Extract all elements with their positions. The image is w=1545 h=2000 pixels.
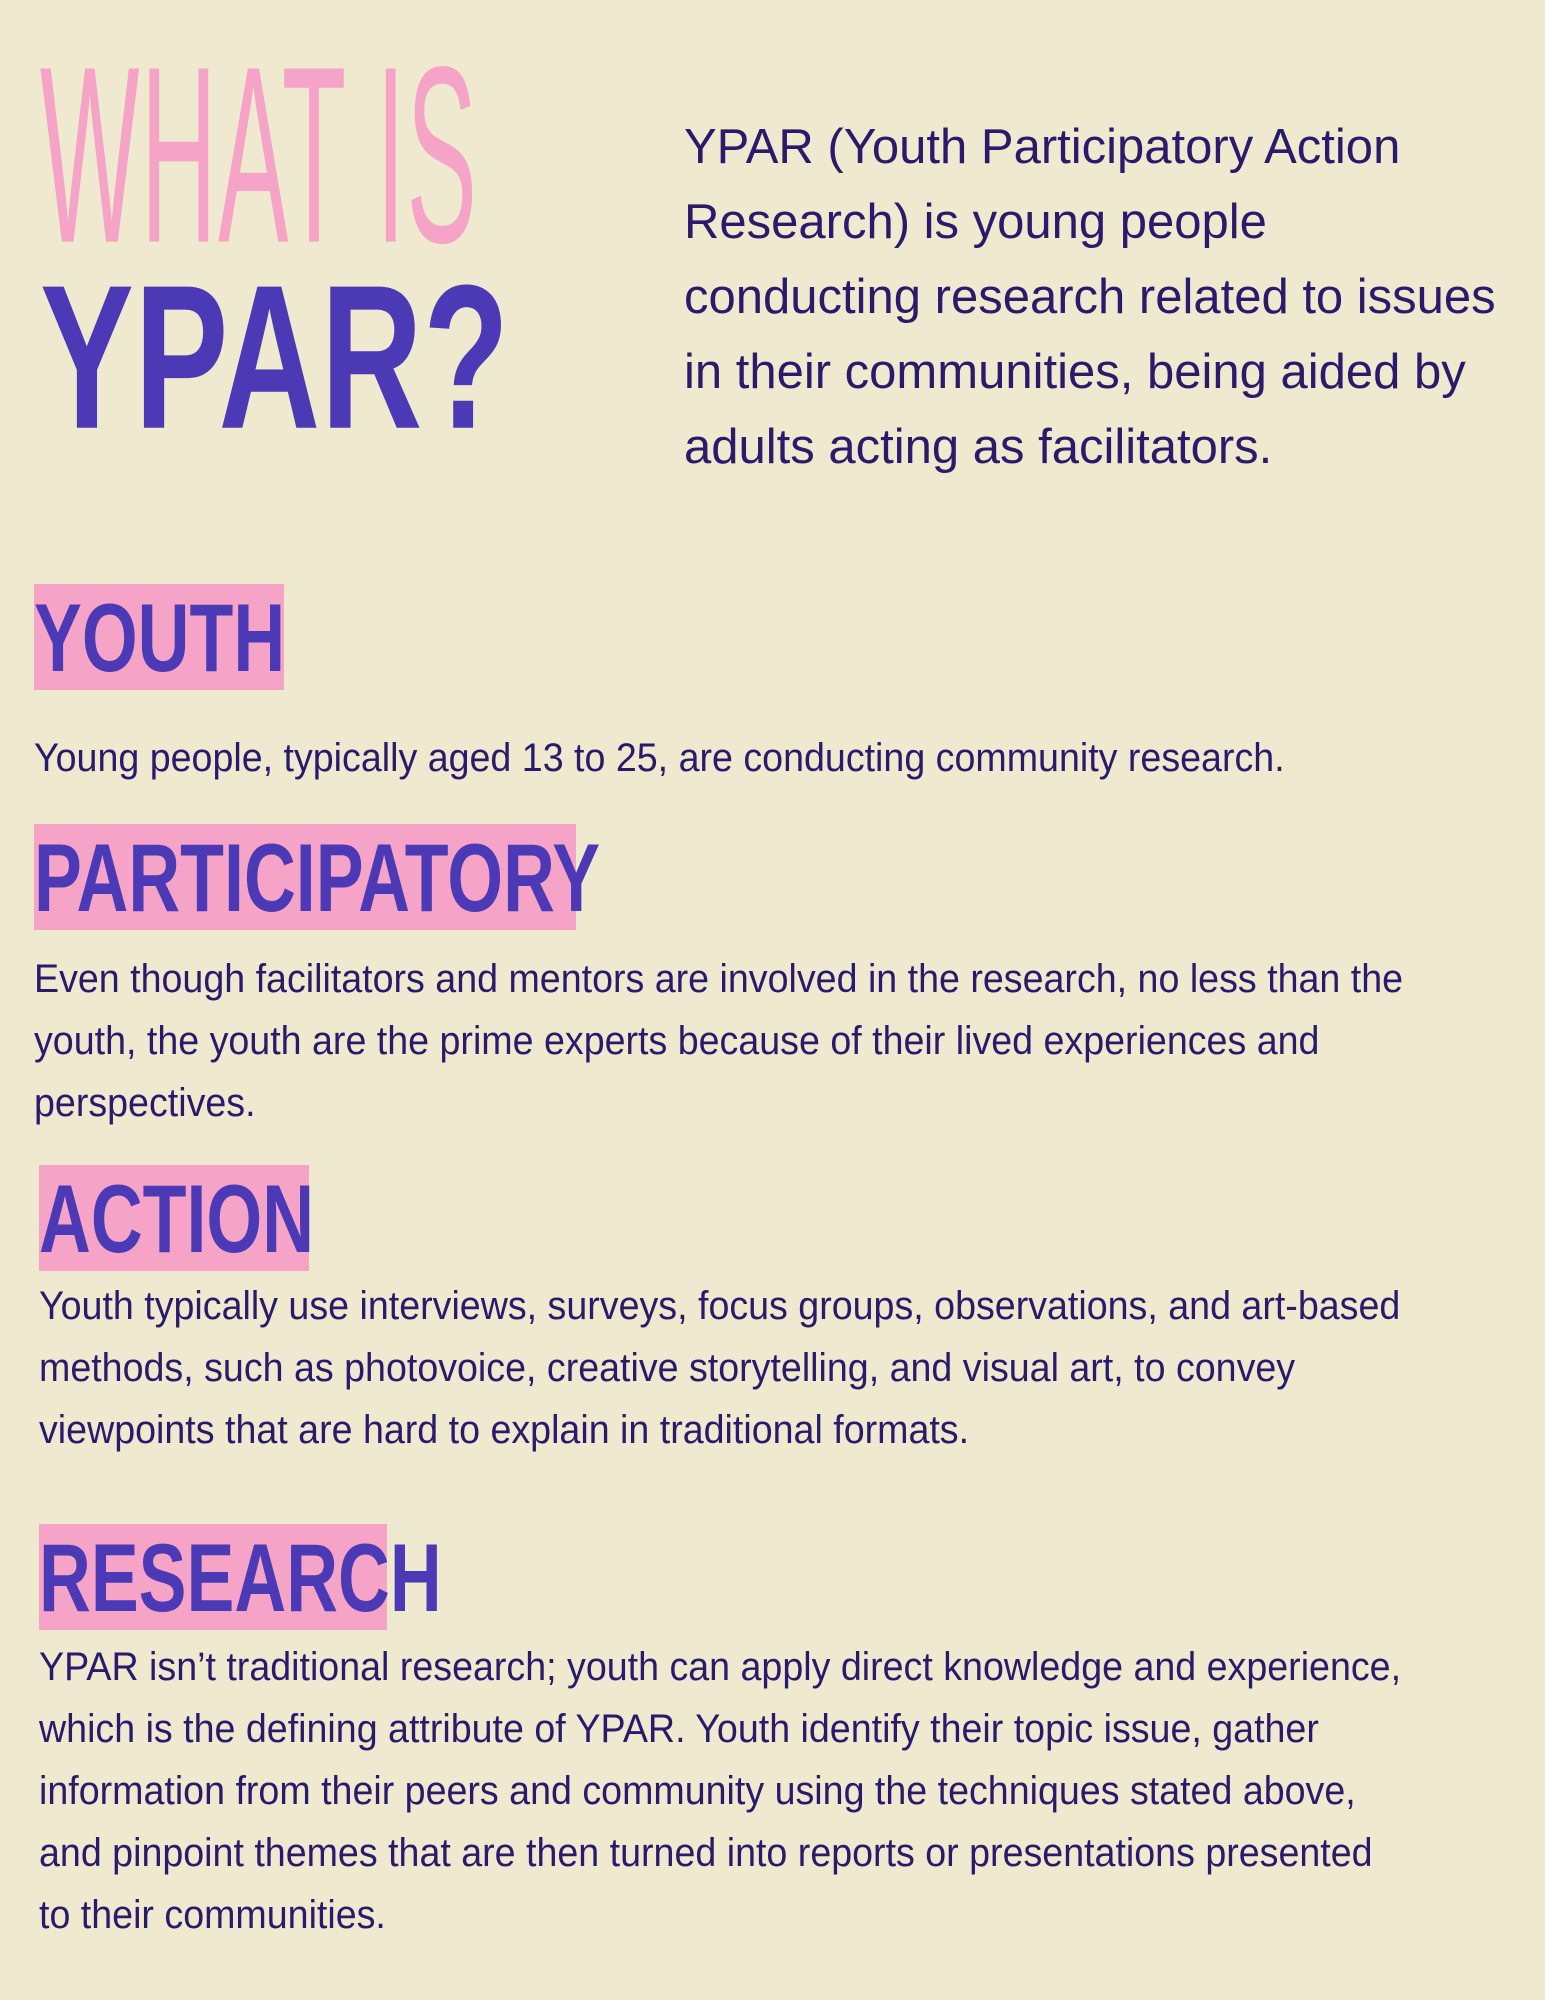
section-heading-participatory <box>34 824 601 933</box>
section-body-research: YPAR isn’t traditional research; youth can apply direct knowledge and experience, which is the defining attribute of YPAR. Youth identify their topic issue, gather information from their peers and community using the techniques stated above, and pinpoint themes that are then turned into reports or presentations presented to their communities. <box>39 1645 1402 1937</box>
title-ypar: YPAR? <box>40 243 510 473</box>
section-heading-youth-label: YOUTH <box>34 584 286 693</box>
section-body-action: Youth typically use interviews, surveys, focus groups, observations, and art-based methods, such as photovoice, creative storytelling, and visual art, to convey viewpoints that are hard to explain in traditional formats. <box>39 1284 1401 1452</box>
section-heading-research <box>39 1524 442 1633</box>
section-heading-participatory-label: PARTICIPATORY <box>34 824 601 933</box>
section-heading-research-label: RESEARCH <box>39 1524 442 1633</box>
section-body-participatory: Even though facilitators and mentors are involved in the research, no less than the youth, the youth are the prime experts because of their lived experiences and perspectives. <box>34 957 1404 1125</box>
section-heading-youth <box>34 584 286 693</box>
title-what-is: WHAT IS <box>40 15 479 297</box>
intro-paragraph: YPAR (Youth Participatory Action Research) is young people conducting research related to issues in their communities, being aided by adults acting as facilitators. <box>684 120 1496 474</box>
section-heading-action <box>39 1165 315 1274</box>
section-body-youth: Young people, typically aged 13 to 25, are conducting community research. <box>34 736 1285 780</box>
section-heading-action-label: ACTION <box>39 1165 315 1274</box>
